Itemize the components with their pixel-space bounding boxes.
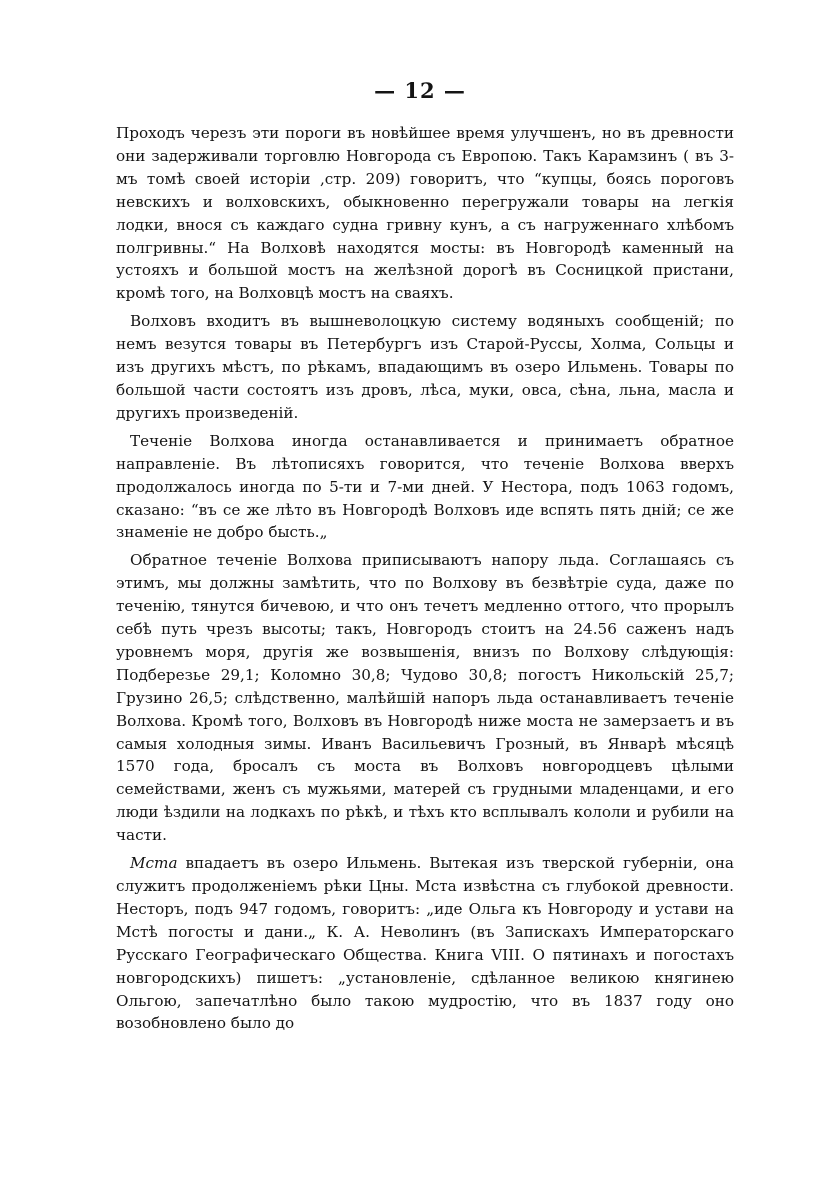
paragraph-reverse-flow: Теченіе Волхова иногда останавливается и принимаетъ обратное направленіе. Въ лѣтописяхъ говорится, что теченіе Волхова вверхъ продолжалось иногда по 5-ти и 7-ми дней. У Нестора, подъ 1063 годомъ, сказано: “въ се же лѣто въ Новгородѣ Волховъ иде вспять пять дній; се же знаменіе не добро бысть.„ <box>116 431 734 542</box>
paragraph-ice-pressure: Обратное теченіе Волхова приписываютъ напору льда. Соглашаясь съ этимъ, мы должны замѣтить, что по Волхову въ безвѣтріе суда, даже по теченію, тянутся бичевою, и что онъ течетъ медленно оттого, что прорылъ себѣ путь чрезъ высоты; такъ, Новгородъ стоитъ на 24.56 саженъ надъ уровнемъ моря, другія же возвышенія, внизъ по Волхову слѣдующія: Подберезье 29,1; Коломно 30,8; Чудово 30,8; погостъ Никольскій 25,7; Грузино 26,5; слѣдственно, малѣйшій напоръ льда останавливаетъ теченіе Волхова. Кромѣ того, Волховъ въ Новгородѣ ниже моста не замерзаетъ и въ самыя холодныя зимы. Иванъ Васильевичъ Грозный, въ Январѣ мѣсяцѣ 1570 года, бросалъ съ моста въ Волховъ новгородцевъ цѣлыми семействами, женъ съ мужьями, матерей съ грудными младенцами, и его люди ѣздили на лодкахъ по рѣкѣ, и тѣхъ кто всплывалъ кололи и рубили на части. <box>116 551 734 845</box>
paragraph-msta <box>116 852 734 1035</box>
page-number: — 12 — <box>374 78 466 103</box>
paragraph-volkhov-system: Волховъ входитъ въ вышневолоцкую систему водяныхъ сообщеній; по немъ везутся товары въ Петербургъ изъ Старой-Руссы, Холма, Сольцы и изъ другихъ мѣстъ, по рѣкамъ, впадающимъ въ озеро Ильмень. Товары по большой части состоятъ изъ дровъ, лѣса, муки, овса, сѣна, льна, масла и другихъ произведеній. <box>116 312 734 422</box>
msta-paragraph-text: впадаетъ въ озеро Ильмень. Вытекая изъ тверской губерніи, она служитъ продолженіемъ рѣки Цны. Мста извѣстна съ глубокой древности. Несторъ, подъ 947 годомъ, говоритъ: „иде Ольга къ Новгороду и устави на Мстѣ погосты и дани.„ К. А. Неволинъ (въ Запискахъ Императорскаго Русскаго Географическаго Общества. Книга VIII. О пятинахъ и погостахъ новгородскихъ) пишетъ: „установленіе, сдѣланное великою княгинею Ольгою, запечатлѣно было такою мудростію, что въ 1837 году оно возобновлено было до <box>116 854 734 1033</box>
msta-heading-word: Мста <box>130 854 178 873</box>
body-text <box>116 122 734 1035</box>
paragraph-porogi: Проходъ черезъ эти пороги въ новѣйшее время улучшенъ, но въ древности они задерживали торговлю Новгорода съ Европою. Такъ Карамзинъ ( въ 3-мъ томѣ своей исторіи ,стр. 209) говоритъ, что “купцы, боясь пороговъ невскихъ и волховскихъ, обыкновенно перегружали товары на легкія лодки, внося съ каждаго судна гривну кунъ, а съ нагруженнаго хлѣбомъ полгривны.“ На Волховѣ находятся мосты: въ Новгородѣ каменный на устояхъ и большой мостъ на желѣзной дорогѣ въ Сосницкой пристани, кромѣ того, на Волховцѣ мостъ на сваяхъ. <box>116 124 734 303</box>
